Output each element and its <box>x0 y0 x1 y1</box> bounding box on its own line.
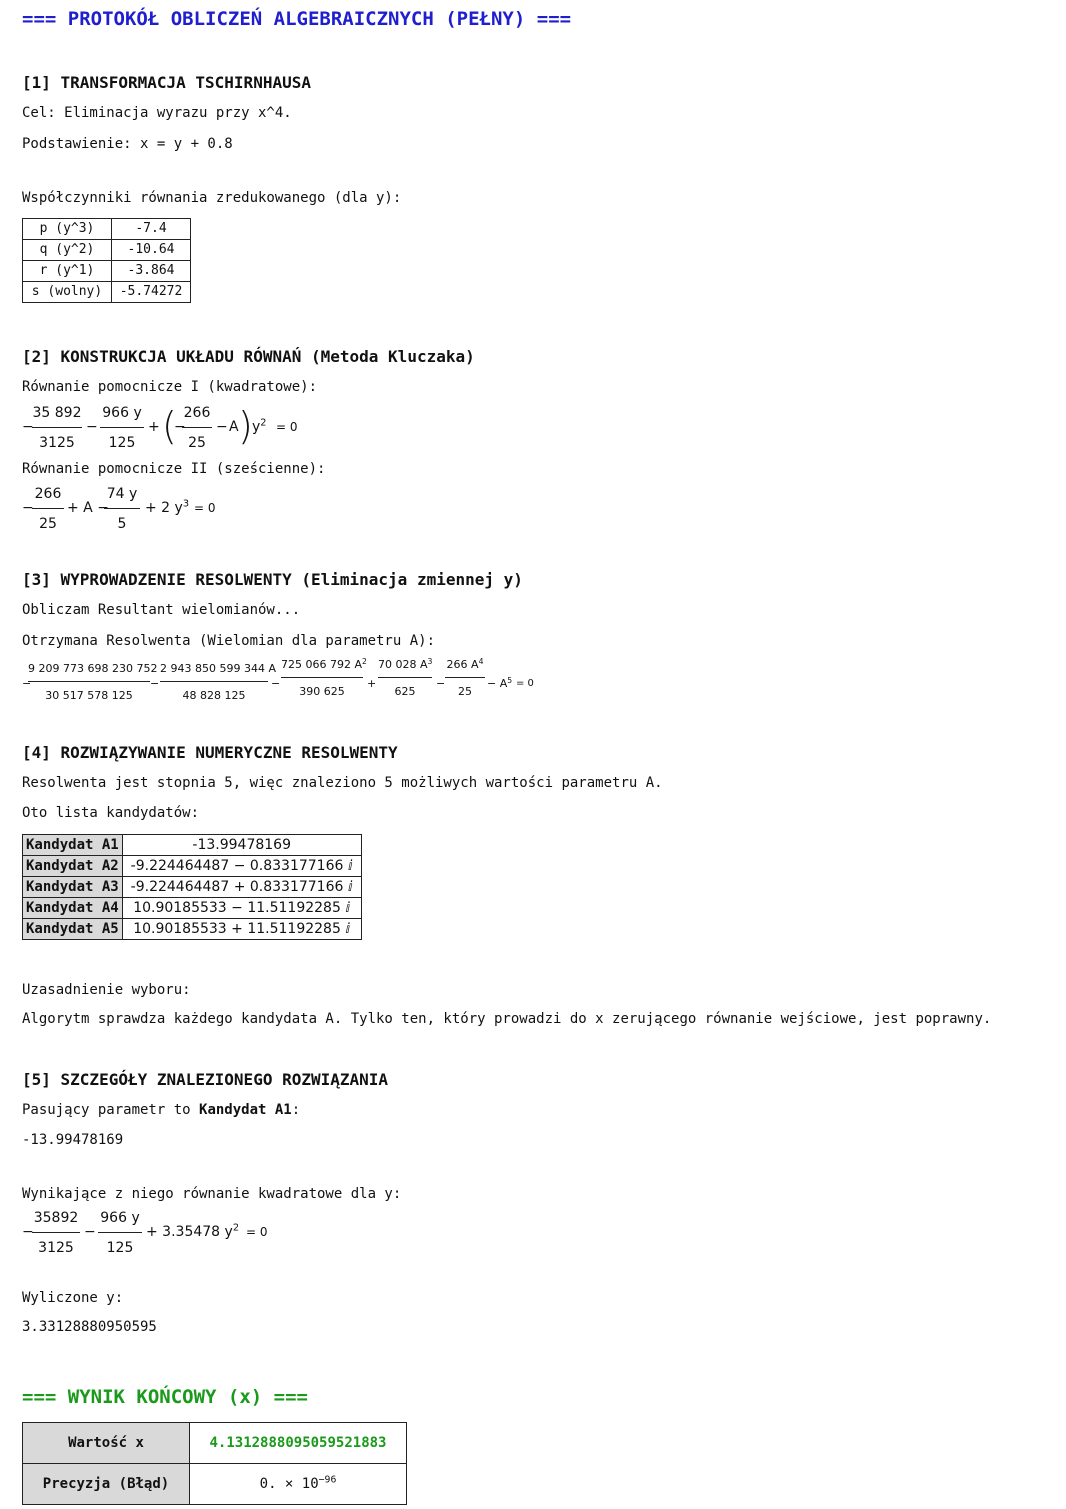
coef-name: q (y^2) <box>23 240 112 261</box>
final-table <box>22 1422 407 1505</box>
resultant-text: Obliczam Resultant wielomianów... <box>22 602 301 618</box>
table-row <box>23 919 362 940</box>
section-2-header: [2] KONSTRUKCJA UKŁADU RÓWNAŃ (Metoda Kluczaka) <box>22 347 475 366</box>
coef-name: p (y^3) <box>23 219 112 240</box>
fraction: 35892 3125 <box>33 1210 79 1256</box>
fraction: 266 $A^4$ 25 <box>446 656 484 698</box>
y-value: 3.33128880950595 <box>22 1319 157 1335</box>
precision-value: 0. × $10^{-96}$ <box>190 1464 407 1505</box>
final-label: Precyzja (Błąd) <box>23 1464 190 1505</box>
final-title: === WYNIK KOŃCOWY (x) === <box>22 1386 308 1408</box>
table-row <box>23 282 191 303</box>
section-1-header: [1] TRANSFORMACJA TSCHIRNHAUSA <box>22 73 311 92</box>
page-title: === PROTOKÓŁ OBLICZEŃ ALGEBRAICZNYCH (PEŁNY) === <box>22 8 572 30</box>
candidate-value: 10.90185533 − 11.51192285 ⅈ <box>122 898 361 919</box>
fraction: 74 y 5 <box>104 486 140 532</box>
eq1-label: Równanie pomocnicze I (kwadratowe): <box>22 379 318 395</box>
coef-value: -7.4 <box>112 219 191 240</box>
match-value: -13.99478169 <box>22 1132 124 1148</box>
table-row <box>23 1423 407 1464</box>
coef-name: r (y^1) <box>23 261 112 282</box>
open-paren: ( <box>162 404 177 448</box>
candidate-name: Kandydat A5 <box>23 919 123 940</box>
justification-text: Algorytm sprawdza każdego kandydata A. Tylko ten, który prowadzi do x zerującego równanie wejściowe, jest poprawny. <box>22 1011 992 1027</box>
candidate-name: Kandydat A2 <box>23 856 123 877</box>
table-row <box>23 835 362 856</box>
section-5-header: [5] SZCZEGÓŁY ZNALEZIONEGO ROZWIĄZANIA <box>22 1070 389 1089</box>
justification-label: Uzasadnienie wyboru: <box>22 982 191 998</box>
candidate-value: -13.99478169 <box>122 835 361 856</box>
eq2-label: Równanie pomocnicze II (sześcienne): <box>22 461 326 477</box>
table-row <box>23 1464 407 1505</box>
candidate-value: -9.224464487 − 0.833177166 ⅈ <box>122 856 361 877</box>
fraction: 2 943 850 599 344 A 48 828 125 <box>160 662 276 702</box>
final-x-value: 4.1312888095059521883 <box>190 1423 407 1464</box>
fraction: 966 y 125 <box>98 1210 142 1256</box>
substitution-text: Podstawienie: x = y + 0.8 <box>22 136 233 152</box>
candidate-name: Kandydat A3 <box>23 877 123 898</box>
candidates-label: Oto lista kandydatów: <box>22 805 200 821</box>
close-paren: ) <box>238 404 253 448</box>
section-3-header: [3] WYPROWADZENIE RESOLWENTY (Eliminacja zmiennej y) <box>22 570 523 589</box>
degree-text: Resolwenta jest stopnia 5, więc znaleziono 5 możliwych wartości parametru A. <box>22 775 663 791</box>
y-label: Wyliczone y: <box>22 1290 124 1306</box>
fraction: 9 209 773 698 230 752 30 517 578 125 <box>28 662 158 702</box>
final-label: Wartość x <box>23 1423 190 1464</box>
coefficients-label: Współczynniki równania zredukowanego (dla y): <box>22 190 402 206</box>
table-row <box>23 877 362 898</box>
coef-value: -3.864 <box>112 261 191 282</box>
table-row <box>23 240 191 261</box>
fraction: 966 y 125 <box>100 405 144 451</box>
minus-sign: − <box>22 419 34 435</box>
resolvent-label: Otrzymana Resolwenta (Wielomian dla parametru A): <box>22 633 436 649</box>
match-text: Pasujący parametr to Kandydat A1: <box>22 1102 301 1118</box>
fraction: 35 892 3125 <box>32 405 82 451</box>
candidate-value: -9.224464487 + 0.833177166 ⅈ <box>122 877 361 898</box>
candidate-name: Kandydat A1 <box>23 835 123 856</box>
table-row <box>23 219 191 240</box>
fraction: 70 028 $A^3$ 625 <box>378 656 433 698</box>
section-4-header: [4] ROZWIĄZYWANIE NUMERYCZNE RESOLWENTY <box>22 743 398 762</box>
coef-value: -10.64 <box>112 240 191 261</box>
goal-text: Cel: Eliminacja wyrazu przy x^4. <box>22 105 292 121</box>
candidate-name: Kandydat A4 <box>23 898 123 919</box>
fraction: 266 25 <box>183 405 211 451</box>
candidate-value: 10.90185533 + 11.51192285 ⅈ <box>122 919 361 940</box>
quadratic-label: Wynikające z niego równanie kwadratowe dla y: <box>22 1186 402 1202</box>
coefficients-table <box>22 218 191 303</box>
table-row <box>23 856 362 877</box>
fraction: 725 066 792 $A^2$ 390 625 <box>281 656 367 698</box>
candidates-table <box>22 834 362 940</box>
coef-value: -5.74272 <box>112 282 191 303</box>
fraction: 266 25 <box>32 486 64 532</box>
coef-name: s (wolny) <box>23 282 112 303</box>
table-row <box>23 261 191 282</box>
table-row <box>23 898 362 919</box>
